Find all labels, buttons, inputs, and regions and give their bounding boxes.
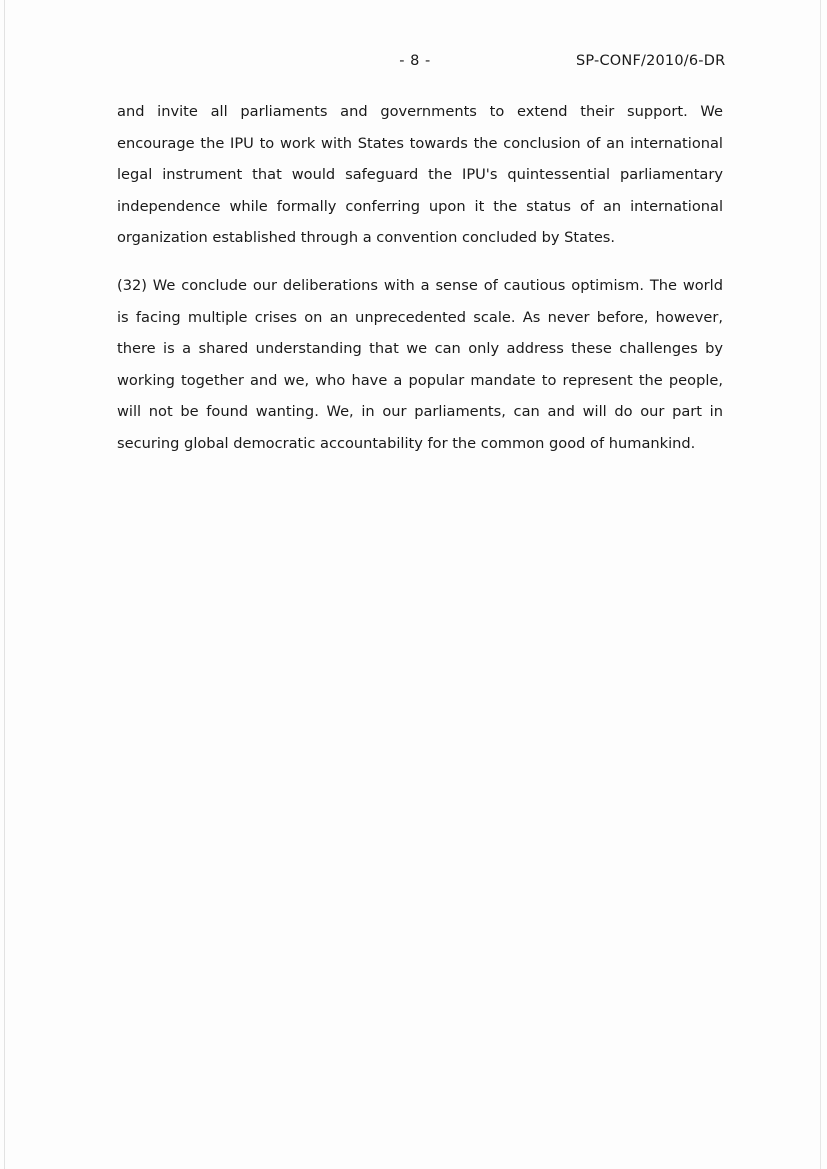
paragraph-32: (32) We conclude our deliberations with a sense of cautious optimism. The world is facing multiple crises on an unprecedented scale. As never before, however, there is a shared understanding that we can only address these challenges by working together and we, who have a popular mandate to represent the people, will not be found wanting. We, in our parliaments, can and will do our part in securing global democratic accountability for the common good of humankind.: [117, 277, 723, 452]
scan-edge-right: [820, 0, 821, 1169]
page-header: [0, 50, 827, 72]
paragraph-continuation: and invite all parliaments and governments to extend their support. We encourage the IPU to work with States towards the conclusion of an international legal instrument that would safeguard the IPU's quintessential parliamentary independence while formally conferring upon it the status of an international organization established through a convention concluded by States.: [117, 103, 723, 247]
page-number: - 8 -: [399, 53, 431, 69]
document-reference: SP-CONF/2010/6-DR: [576, 53, 726, 69]
scan-edge-left: [4, 0, 5, 1169]
